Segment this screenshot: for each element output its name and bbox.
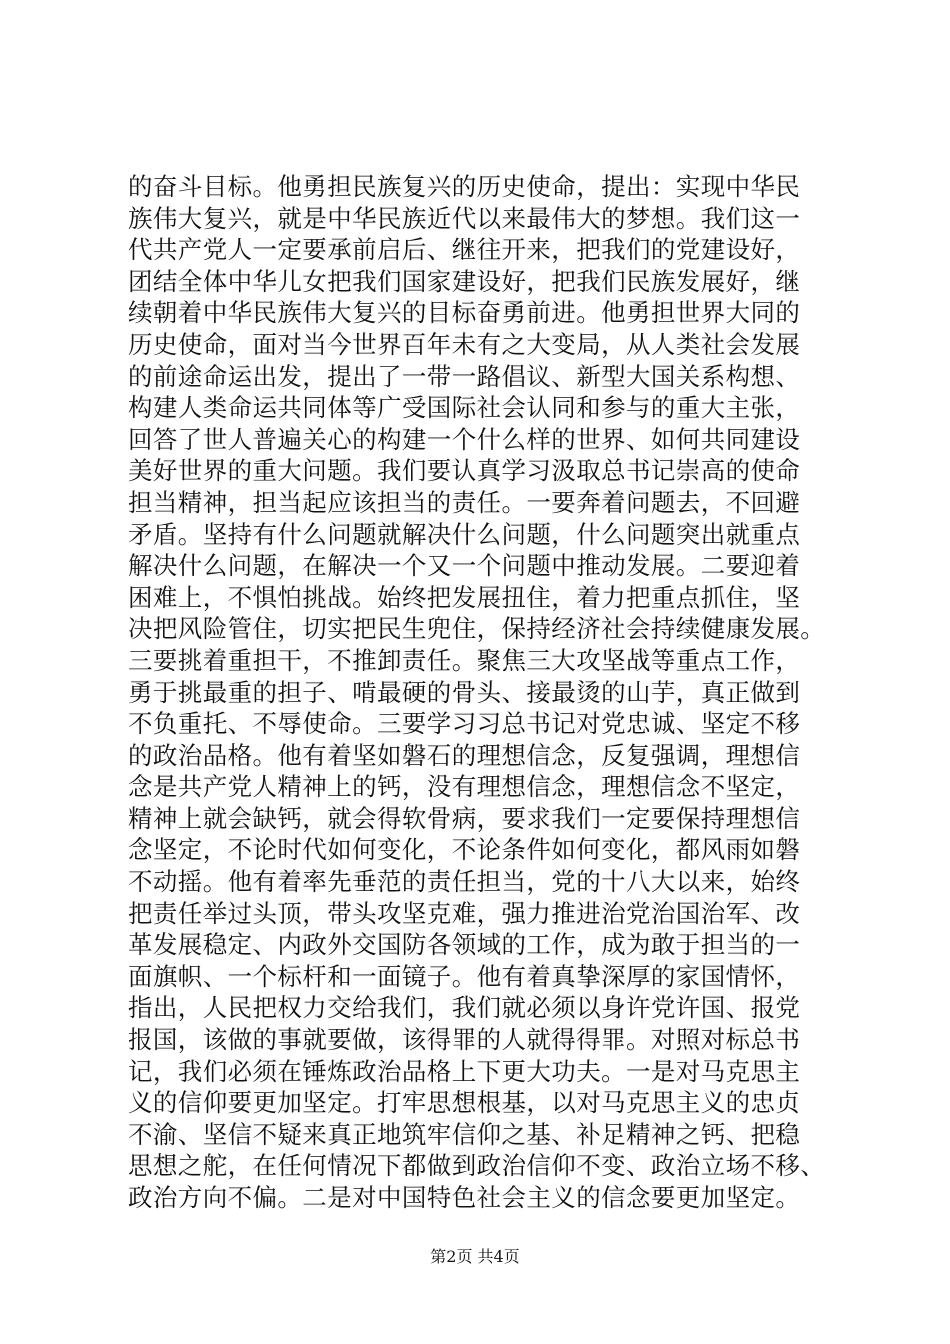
- document-body: [128, 171, 828, 1214]
- text-line: 念是共产党人精神上的钙，没有理想信念，理想信念不坚定，: [128, 772, 801, 802]
- text-line: 勇于挑最重的担子、啃最硬的骨头、接最烫的山芋，真正做到: [128, 677, 801, 707]
- text-line: 精神上就会缺钙，就会得软骨病，要求我们一定要保持理想信: [128, 803, 801, 833]
- text-line: 革发展稳定、内政外交国防各领域的工作，成为敢于担当的一: [128, 930, 801, 960]
- text-line: 不动摇。他有着率先垂范的责任担当，党的十八大以来，始终: [128, 867, 801, 897]
- text-line: 构建人类命运共同体等广受国际社会认同和参与的重大主张，: [128, 393, 801, 423]
- text-line: 族伟大复兴，就是中华民族近代以来最伟大的梦想。我们这一: [128, 203, 801, 233]
- text-line: 困难上，不惧怕挑战。始终把发展扭住，着力把重点抓住，坚: [128, 582, 801, 612]
- text-line: 不负重托、不辱使命。三要学习习总书记对党忠诚、坚定不移: [128, 709, 801, 739]
- text-line: 历史使命，面对当今世界百年未有之大变局，从人类社会发展: [128, 329, 801, 359]
- text-line: 不渝、坚信不疑来真正地筑牢信仰之基、补足精神之钙、把稳: [128, 1119, 801, 1149]
- text-line: 解决什么问题，在解决一个又一个问题中推动发展。二要迎着: [128, 551, 801, 581]
- text-line: 思想之舵，在任何情况下都做到政治信仰不变、政治立场不移、: [128, 1151, 826, 1181]
- text-line: 矛盾。坚持有什么问题就解决什么问题，什么问题突出就重点: [128, 519, 801, 549]
- text-line: 记，我们必须在锤炼政治品格上下更大功夫。一是对马克思主: [128, 1056, 801, 1086]
- text-line: 把责任举过头顶，带头攻坚克难，强力推进治党治国治军、改: [128, 898, 801, 928]
- text-line: 念坚定，不论时代如何变化，不论条件如何变化，都风雨如磐: [128, 835, 801, 865]
- text-line: 美好世界的重大问题。我们要认真学习汲取总书记崇高的使命: [128, 456, 801, 486]
- text-line: 代共产党人一定要承前启后、继往开来，把我们的党建设好，: [128, 235, 801, 265]
- text-line: 义的信仰要更加坚定。打牢思想根基，以对马克思主义的忠贞: [128, 1088, 801, 1118]
- text-line: 担当精神，担当起应该担当的责任。一要奔着问题去，不回避: [128, 487, 801, 517]
- page-number-footer: 第2页 共4页: [430, 1247, 520, 1266]
- text-line: 的奋斗目标。他勇担民族复兴的历史使命，提出：实现中华民: [128, 172, 801, 201]
- text-line: 团结全体中华儿女把我们国家建设好，把我们民族发展好，继: [128, 266, 801, 296]
- text-line: 三要挑着重担干，不推卸责任。聚焦三大攻坚战等重点工作，: [128, 645, 801, 675]
- text-line: 的前途命运出发，提出了一带一路倡议、新型大国关系构想、: [128, 361, 801, 391]
- text-line: 报国，该做的事就要做，该得罪的人就得得罪。对照对标总书: [128, 1025, 801, 1055]
- text-line: 回答了世人普遍关心的构建一个什么样的世界、如何共同建设: [128, 424, 801, 454]
- text-line: 的政治品格。他有着坚如磐石的理想信念，反复强调，理想信: [128, 740, 801, 770]
- text-line: 续朝着中华民族伟大复兴的目标奋勇前进。他勇担世界大同的: [128, 298, 801, 328]
- text-line: 政治方向不偏。二是对中国特色社会主义的信念要更加坚定。: [128, 1183, 801, 1212]
- text-line: 面旗帜、一个标杆和一面镜子。他有着真挚深厚的家国情怀，: [128, 961, 801, 991]
- text-line: 指出，人民把权力交给我们，我们就必须以身许党许国、报党: [128, 993, 801, 1023]
- text-line: 决把风险管住，切实把民生兜住，保持经济社会持续健康发展。: [128, 614, 826, 644]
